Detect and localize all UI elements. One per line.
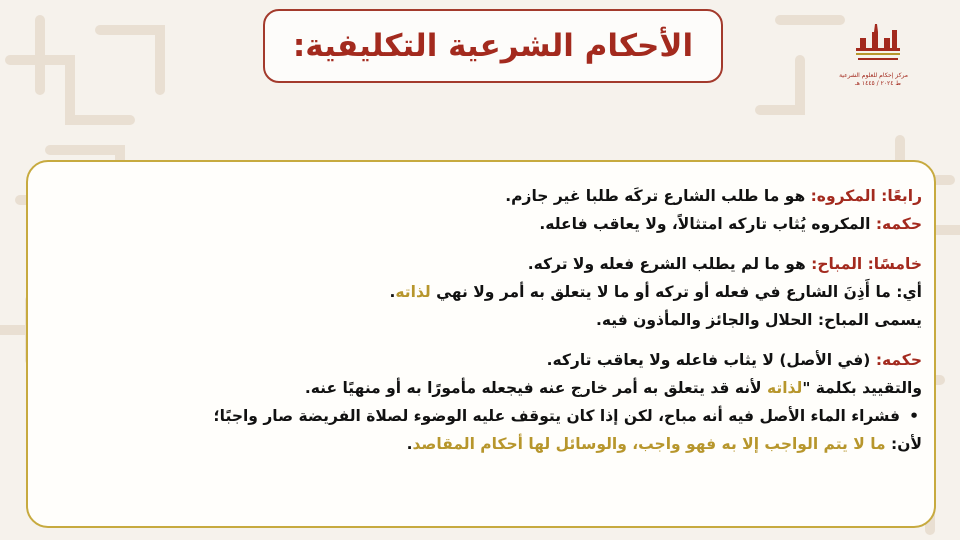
mubah-names-line	[44, 306, 922, 334]
content-box	[26, 160, 936, 528]
hukm2-label: حكمه:	[875, 351, 922, 369]
because-line	[44, 430, 922, 458]
makruh-hukm-label: حكمه:	[875, 215, 922, 233]
logo-mark-icon	[852, 22, 904, 72]
logo-subtitle: مركز إحكام للعلوم الشرعية	[839, 72, 908, 79]
mubah-explanation: أي: ما أَذِنَ الشارع في فعله أو تركه أو ما لا يتعلق به أمر ولا نهي	[436, 283, 922, 301]
title-box	[263, 9, 723, 83]
hukm2-text: (في الأصل) لا يثاب فاعله ولا يعاقب تاركه.	[546, 351, 871, 369]
qualifier-rest: لأنه قد يتعلق به أمر خارج عنه فيجعله مأمورًا به أو منهيًا عنه.	[304, 379, 767, 397]
because-end: .	[406, 435, 413, 453]
makruh-label: رابعًا: المكروه:	[810, 187, 922, 205]
makruh-hukm-line	[44, 210, 922, 238]
example-line	[44, 402, 922, 430]
mubah-names: يسمى المباح: الحلال والجائز والمأذون فيه.	[596, 311, 922, 329]
example-text: فشراء الماء الأصل فيه أنه مباح، لكن إذا كان يتوقف عليه الوضوء لصلاة الفريضة صار واجبًا؛	[213, 407, 900, 425]
because-label: لأن:	[891, 435, 922, 453]
mubah-explanation-end: .	[389, 283, 396, 301]
mubah-definition: هو ما لم يطلب الشرع فعله ولا تركه.	[527, 255, 806, 273]
qualifier-word: لذاته	[767, 379, 803, 397]
content-text	[32, 182, 934, 458]
makruh-hukm: المكروه يُثاب تاركه امتثالاً، ولا يعاقب فاعله.	[539, 215, 871, 233]
makruh-definition-line	[44, 182, 922, 210]
mubah-definition-line	[44, 250, 922, 278]
mubah-highlight: لذاته	[395, 283, 431, 301]
makruh-definition: هو ما طلب الشارع تركَه طلبا غير جازم.	[505, 187, 806, 205]
logo	[839, 22, 908, 92]
qualifier-line	[44, 374, 922, 402]
hukm2-line	[44, 346, 922, 374]
page-title: الأحكام الشرعية التكليفية:	[292, 28, 694, 64]
logo-tagline: ط ٢٠٢٤ / ١٤٤٥ هـ	[855, 80, 901, 87]
mubah-label: خامسًا: المباح:	[811, 255, 922, 273]
mubah-explanation-line	[44, 278, 922, 306]
bullet-icon: •	[909, 407, 919, 425]
qualifier-prefix: والتقييد بكلمة "	[802, 379, 922, 397]
because-text: ما لا يتم الواجب إلا به فهو واجب، والوسائل لها أحكام المقاصد	[412, 435, 886, 453]
